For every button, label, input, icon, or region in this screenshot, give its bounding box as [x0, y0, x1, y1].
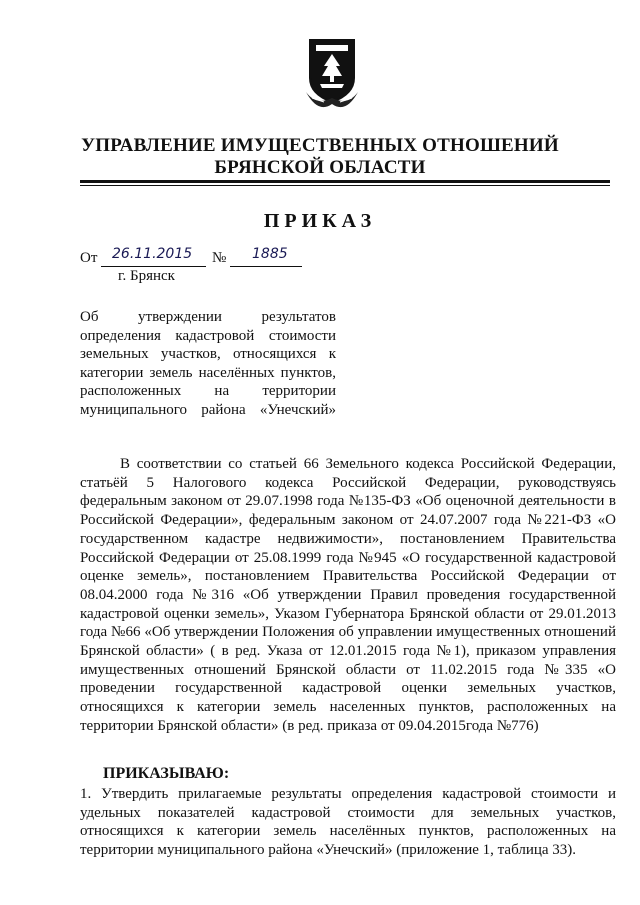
- city-name: г. Брянск: [118, 268, 175, 284]
- header-rule-thin: [80, 185, 610, 186]
- order-date: 26.11.2015: [112, 246, 193, 262]
- date-underline: [101, 266, 206, 267]
- order-heading: ПРИКАЗЫВАЮ:: [103, 765, 230, 782]
- header-rule: [80, 180, 610, 183]
- order-number: 1885: [252, 246, 288, 262]
- order-subject: Об утверждении результатов определения кадастровой стоимости земельных участков, относящихся к категории земель населённых пунктов, расположенных на территории муниципального района «Унечский»: [80, 309, 336, 418]
- number-label: №: [212, 250, 227, 266]
- date-label: От: [80, 250, 98, 266]
- coat-of-arms-icon: [302, 36, 362, 116]
- legal-basis-paragraph: В соответствии со статьей 66 Земельного кодекса Российской Федерации, статьёй 5 Налогового кодекса Российской Федерации, руководствуясь федеральным законом от 29.07.1998 года №135-ФЗ «Об оценочной деятельности в Российской Федерации», федеральным законом от 24.07.2007 года №221-ФЗ «О государственном кадастре недвижимости», постановлением Правительства Российской Федерации от 25.08.1999 года №945 «О государственной кадастровой оценке земель», постановлением Правительства Российской Федерации от 08.04.2000 года №316 «Об утверждении Правил проведения государственной кадастровой оценки земель», Указом Губернатора Брянской области от 29.01.2013 года №66 «Об утверждении Положения об управлении имущественных отношений Брянской области» ( в ред. Указа от 12.01.2015 года №1), приказом управления имущественных отношений Брянской области от 11.02.2015 года №335 «О проведении государственной кадастровой оценки земельных участков, относящихся к категории земель населенных пунктов, расположенных на территории Брянской области» (в ред. приказа от 09.04.2015года №776): [80, 456, 616, 734]
- order-item-1: 1. Утвердить прилагаемые результаты определения кадастровой стоимости и удельных показателей кадастровой стоимости для земельных участков, относящихся к категории земель населённых пунктов, расположенных на территории муниципального района «Унечский» (приложение 1, таблица 33).: [80, 786, 616, 859]
- number-underline: [230, 266, 302, 267]
- organization-name-line1: УПРАВЛЕНИЕ ИМУЩЕСТВЕННЫХ ОТНОШЕНИЙ: [81, 135, 559, 156]
- document-title: ПРИКАЗ: [263, 210, 377, 232]
- organization-name-line2: БРЯНСКОЙ ОБЛАСТИ: [214, 157, 426, 178]
